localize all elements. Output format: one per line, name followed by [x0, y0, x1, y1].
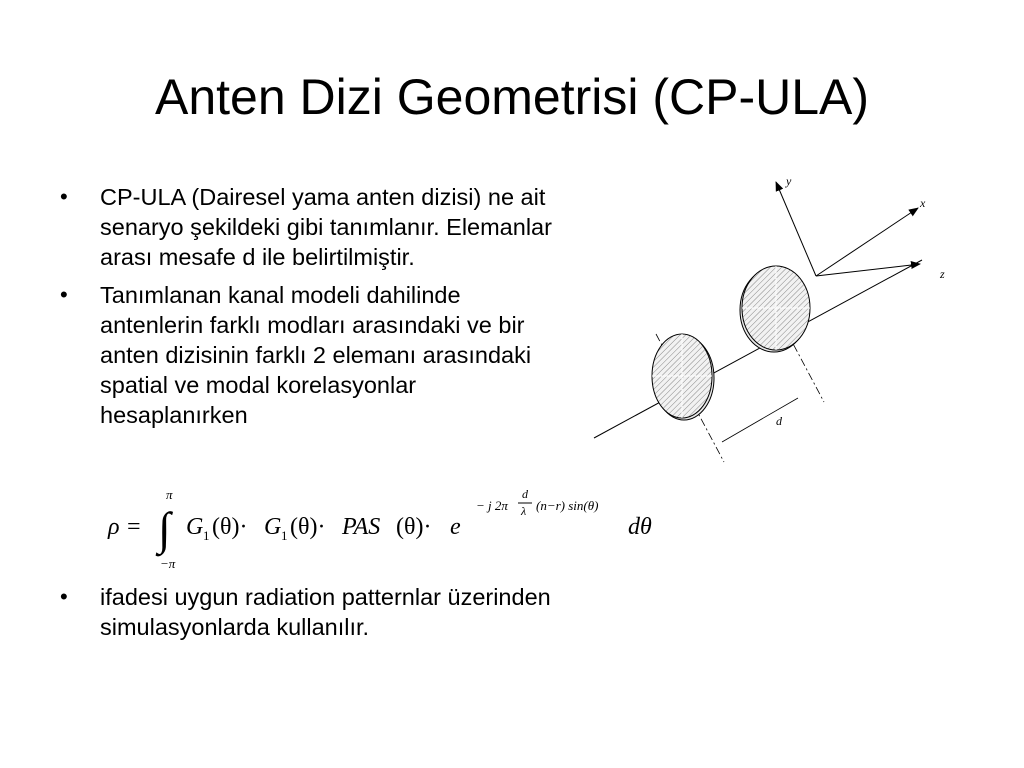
formula-lhs: ρ =	[108, 514, 142, 540]
exponent-frac-den: λ	[521, 504, 527, 518]
bullet-dot: •	[60, 584, 68, 609]
pas-term: PAS	[342, 514, 381, 540]
exponent-right: (n−r) sin(θ)	[536, 498, 599, 513]
exponent-left: − j 2π	[476, 498, 508, 513]
correlation-formula	[100, 482, 680, 572]
g1-first: G	[186, 514, 204, 540]
y-axis-label: y	[786, 174, 792, 188]
bullet-item	[60, 582, 560, 642]
bullet-text: Tanımlanan kanal modeli dahilinde antenlerin farklı modları arasındaki ve bir anten dizisinin farklı 2 elemanı arasındaki spatial ve modal korelasyonlar hesaplanırken	[100, 282, 532, 428]
bullet-list-top	[60, 182, 560, 438]
cp-ula-geometry-diagram	[590, 170, 960, 470]
bullet-text: ifadesi uygun radiation patternlar üzerinden simulasyonlarda kullanılır.	[100, 584, 551, 640]
g1-second-arg: (θ)·	[290, 514, 326, 540]
d-dimension-line	[722, 398, 798, 442]
d-theta: dθ	[628, 514, 652, 540]
slide-title: Anten Dizi Geometrisi (CP-ULA)	[154, 69, 870, 125]
bullet-list-bottom	[60, 582, 560, 650]
z-axis-label: z	[940, 267, 945, 281]
bullet-text: CP-ULA (Dairesel yama anten dizisi) ne ait senaryo şekildeki gibi tanımlanır. Elemanlar arası mesafe d ile belirtilmiştir.	[100, 184, 552, 270]
pas-arg: (θ)·	[396, 514, 432, 540]
bullet-dot: •	[60, 184, 68, 209]
integral-upper-limit: π	[166, 487, 173, 502]
bullet-dot: •	[60, 282, 68, 307]
g1-first-arg: (θ)·	[212, 514, 248, 540]
x-axis-label: x	[920, 196, 926, 210]
y-axis-arrow	[776, 182, 816, 276]
bullet-item	[60, 182, 560, 272]
exponent-frac-num: d	[522, 487, 528, 501]
integral-sign: ∫	[158, 503, 171, 554]
g1-second-subscript: 1	[281, 528, 288, 543]
g1-first-subscript: 1	[203, 528, 210, 543]
exp-base: e	[450, 514, 461, 540]
integral-lower-limit: −π	[160, 556, 176, 571]
bullet-item	[60, 280, 560, 430]
g1-second: G	[264, 514, 282, 540]
d-label: d	[776, 414, 782, 428]
